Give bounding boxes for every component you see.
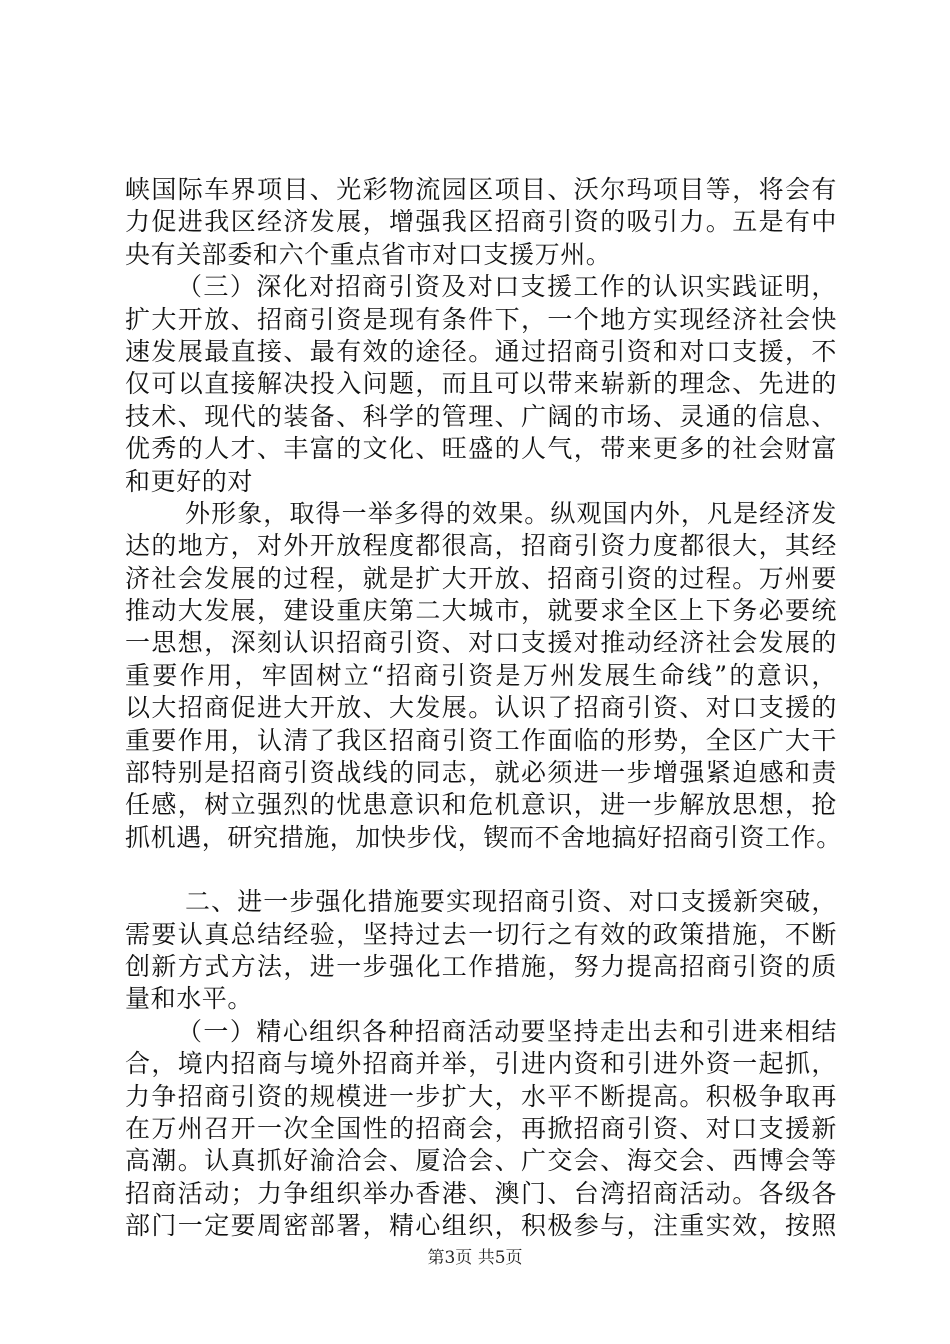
text-line: 二、进一步强化措施要实现招商引资、对口支援新突破， (185, 887, 837, 917)
text-line: 创新方式方法，进一步强化工作措施，努力提高招商引资的质 (125, 951, 837, 981)
text-line: （三）深化对招商引资及对口支援工作的认识实践证明， (177, 272, 837, 302)
text-line: 仅可以直接解决投入问题，而且可以带来崭新的理念、先进的 (125, 369, 837, 399)
text-line: 一思想，深刻认识招商引资、对口支援对推动经济社会发展的 (125, 628, 837, 658)
text-line: 高潮。认真抓好渝洽会、厦洽会、广交会、海交会、西博会等 (125, 1146, 837, 1176)
text-line: 力争招商引资的规模进一步扩大，水平不断提高。积极争取再 (125, 1081, 837, 1111)
text-line: 济社会发展的过程，就是扩大开放、招商引资的过程。万州要 (125, 563, 837, 593)
text-line: 达的地方，对外开放程度都很高，招商引资力度都很大，其经 (125, 531, 837, 561)
text-line: 量和水平。 (125, 984, 254, 1014)
text-line: 合，境内招商与境外招商并举，引进内资和引进外资一起抓， (125, 1049, 837, 1079)
text-line: 重要作用，认清了我区招商引资工作面临的形势，全区广大干 (125, 725, 837, 755)
text-line: 扩大开放、招商引资是现有条件下，一个地方实现经济社会快 (125, 304, 837, 334)
document-body (125, 174, 842, 1243)
text-line: （一）精心组织各种招商活动要坚持走出去和引进来相结 (177, 1016, 837, 1046)
text-line: 需要认真总结经验，坚持过去一切行之有效的政策措施，不断 (125, 919, 837, 949)
text-line: 推动大发展，建设重庆第二大城市，就要求全区上下务必要统 (125, 596, 837, 626)
text-line: 优秀的人才、丰富的文化、旺盛的人气，带来更多的社会财富 (125, 434, 837, 464)
text-line: 以大招商促进大开放、大发展。认识了招商引资、对口支援的 (125, 693, 837, 723)
text-line: 技术、现代的装备、科学的管理、广阔的市场、灵通的信息、 (125, 401, 837, 431)
text-line: 部门一定要周密部署，精心组织，积极参与，注重实效，按照 (125, 1211, 837, 1241)
paragraph-gap (125, 854, 837, 886)
text-line: 重要作用，牢固树立“招商引资是万州发展生命线”的意识， (125, 660, 837, 690)
text-line: 外形象，取得一举多得的效果。纵观国内外，凡是经济发 (185, 498, 837, 528)
page-number-footer: 第3页 共5页 (427, 1248, 523, 1268)
text-line: 和更好的对 (125, 466, 254, 496)
text-line: 央有关部委和六个重点省市对口支援万州。 (125, 239, 612, 269)
text-line: 力促进我区经济发展，增强我区招商引资的吸引力。五是有中 (125, 207, 837, 237)
text-line: 峡国际车界项目、光彩物流园区项目、沃尔玛项目等，将会有 (125, 175, 837, 204)
text-line: 速发展最直接、最有效的途径。通过招商引资和对口支援，不 (125, 336, 837, 366)
text-line: 任感，树立强烈的忧患意识和危机意识，进一步解放思想，抢 (125, 790, 837, 820)
text-line: 在万州召开一次全国性的招商会，再掀招商引资、对口支援新 (125, 1113, 837, 1143)
text-line: 招商活动；力争组织举办香港、澳门、台湾招商活动。各级各 (125, 1178, 837, 1208)
text-line: 部特别是招商引资战线的同志，就必须进一步增强紧迫感和责 (125, 758, 837, 788)
text-line: 抓机遇，研究措施，加快步伐，锲而不舍地搞好招商引资工作。 (125, 822, 842, 852)
